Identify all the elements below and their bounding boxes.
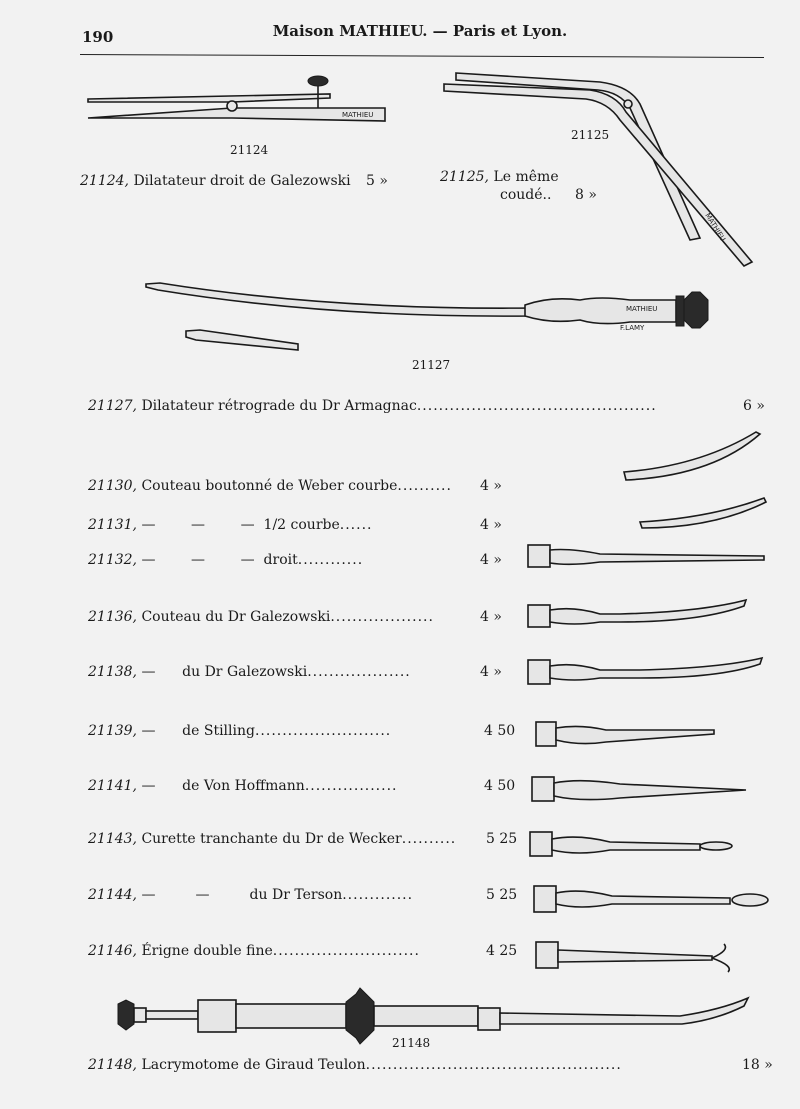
item-code: 21144, [88, 887, 137, 903]
item-code: 21138, [88, 664, 137, 680]
item-code: 21130, [88, 478, 137, 494]
item-label: Couteau boutonné de Weber courbe [141, 478, 398, 494]
item-label: Érigne double fine [141, 943, 273, 959]
item-label: — de Stilling [141, 723, 255, 739]
maker-21127: F.LAMY [620, 324, 645, 332]
item-label: Le même [493, 169, 559, 185]
item-price: 18 » [742, 1057, 773, 1073]
item-code: 21127, [88, 398, 137, 414]
page-title: Maison MATHIEU. — Paris et Lyon. [272, 22, 568, 40]
figure-label-21127: 21127 [412, 358, 451, 372]
item-label: — — — 1/2 courbe [141, 517, 340, 533]
leader-dots: .......... [401, 831, 457, 847]
item-price: 8 » [575, 187, 597, 203]
mark-21124: MATHIEU [342, 111, 374, 119]
item-price: 5 25 [486, 887, 518, 903]
mark-21125: MATHIEU [703, 211, 727, 243]
mark-21127: MATHIEU [626, 305, 658, 313]
item-label-line2: coudé.. [500, 187, 552, 203]
leader-dots: ...... [339, 517, 373, 533]
item-label: — — du Dr Terson [141, 887, 343, 903]
item-price: 4 » [480, 478, 502, 494]
leader-dots: ......................... [254, 723, 392, 739]
item-price: 6 » [743, 398, 765, 414]
item-label: — du Dr Galezowski [141, 664, 308, 680]
leader-dots: ................... [330, 609, 434, 625]
figure-label-21124: 21124 [230, 143, 269, 157]
item-code: 21139, [88, 723, 137, 739]
item-code: 21136, [88, 609, 137, 625]
item-price: 4 » [480, 664, 502, 680]
figure-label-21125: 21125 [571, 128, 610, 142]
item-price: 4 50 [484, 723, 516, 739]
leader-dots: ............................................ [416, 398, 657, 414]
leader-dots: ............ [297, 552, 364, 568]
leader-dots: ............................................... [365, 1057, 622, 1073]
item-code: 21131, [88, 517, 137, 533]
item-price: 5 25 [486, 831, 518, 847]
leader-dots: ........................... [272, 943, 420, 959]
leader-dots: ................. [304, 778, 398, 794]
page-number: 190 [82, 28, 114, 46]
leader-dots: .......... [397, 478, 452, 494]
item-label: Curette tranchante du Dr de Wecker [141, 831, 402, 847]
item-label: — — — droit [141, 552, 298, 568]
item-label: Dilatateur rétrograde du Dr Armagnac [141, 398, 417, 414]
leader-dots: ................... [307, 664, 411, 680]
item-price: 4 25 [486, 943, 518, 959]
item-price: 5 » [366, 173, 388, 189]
figure-label-21148: 21148 [392, 1036, 431, 1050]
item-code: 21125, [440, 169, 489, 185]
item-code: 21141, [88, 778, 137, 794]
item-price: 4 50 [484, 778, 516, 794]
leader-dots: ............. [342, 887, 414, 903]
item-code: 21146, [88, 943, 137, 959]
item-price: 4 » [480, 609, 502, 625]
item-code: 21143, [88, 831, 137, 847]
item-code: 21132, [88, 552, 137, 568]
item-price: 4 » [480, 552, 502, 568]
item-code: 21148, [88, 1057, 137, 1073]
item-price: 4 » [480, 517, 502, 533]
item-label: Couteau du Dr Galezowski [141, 609, 331, 625]
item-label: — de Von Hoffmann [141, 778, 305, 794]
item-label: Lacrymotome de Giraud Teulon [141, 1057, 366, 1073]
item-label: Dilatateur droit de Galezowski [133, 173, 351, 189]
item-code: 21124, [80, 173, 129, 189]
